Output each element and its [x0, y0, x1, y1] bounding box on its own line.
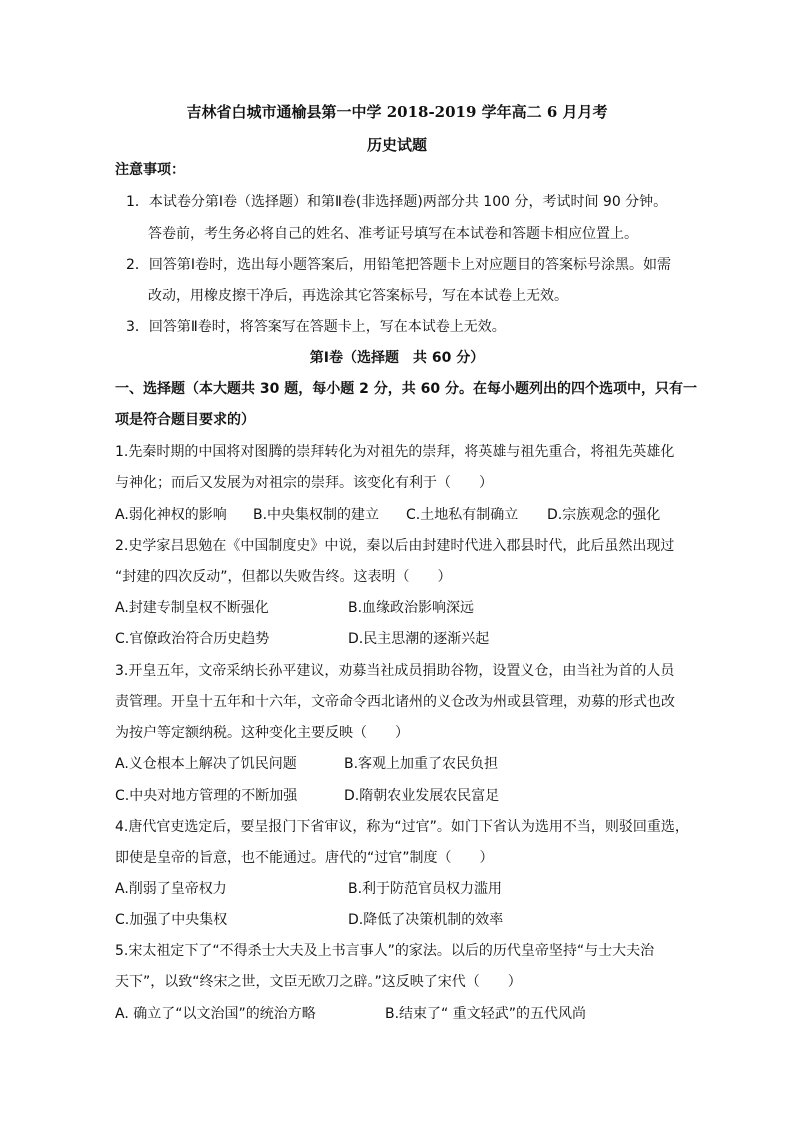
question-line: 5.宋太祖定下了“不得杀士大夫及上书言事人”的家法。以后的历代皇帝坚持“与士大夫治	[115, 943, 655, 959]
notice-item: 答卷前，考生务必将自己的姓名、准考证号填写在本试卷和答题卡相应位置上。	[148, 226, 638, 242]
option-b: B.利于防范官员权力滥用	[348, 881, 503, 897]
question-line: 天下”，以致“终宋之世，文臣无欧刀之辟。”这反映了宋代（ ）	[115, 974, 522, 990]
option-a: A.削弱了皇帝权力	[115, 881, 227, 897]
notice-item: 1．本试卷分第Ⅰ卷（选择题）和第Ⅱ卷(非选择题)两部分共 100 分，考试时间 90 分钟。	[126, 194, 668, 210]
option-a: A.封建专制皇权不断强化	[115, 600, 269, 616]
exam-title: 吉林省白城市通榆县第一中学 2018-2019 学年高二 6 月月考	[186, 103, 608, 121]
option-c: C.官僚政治符合历史趋势	[115, 631, 270, 647]
option-d: D.民主思潮的逐渐兴起	[348, 631, 490, 647]
notice-item: 改动，用橡皮擦干净后，再选涂其它答案标号，写在本试卷上无效。	[148, 288, 568, 304]
section-instruction: 项是符合题目要求的）	[115, 412, 255, 428]
option-c: C.中央对地方管理的不断加强	[115, 788, 298, 804]
option-b: B.客观上加重了农民负担	[344, 756, 499, 772]
option-b: B.中央集权制的建立	[253, 507, 380, 523]
question-line: 责管理。开皇十五年和十六年，文帝命令西北诸州的义仓改为州或县管理，劝募的形式也改	[115, 694, 675, 710]
question-line: 即使是皇帝的旨意，也不能通过。唐代的“过官”制度（ ）	[115, 850, 494, 866]
option-a: A.弱化神权的影响	[115, 507, 227, 523]
question-line: 4.唐代官吏选定后，要呈报门下省审议，称为“过官”。如门下省认为选用不当，则驳回重选，	[115, 819, 689, 835]
question-line: 与神化；而后又发展为对祖宗的崇拜。该变化有利于（ ）	[115, 475, 493, 491]
question-line: “封建的四次反动”，但都以失败告终。这表明（ ）	[115, 569, 452, 585]
exam-subtitle: 历史试题	[366, 136, 427, 154]
option-b: B.结束了“ 重文轻武”的五代风尚	[385, 1006, 587, 1022]
section-instruction: 一、选择题（本大题共 30 题，每小题 2 分，共 60 分。在每小题列出的四个选项中，只有一	[115, 381, 697, 397]
notice-heading: 注意事项：	[115, 162, 185, 178]
notice-item: 2．回答第Ⅰ卷时，选出每小题答案后，用铅笔把答题卡上对应题目的答案标号涂黑。如需	[126, 257, 672, 273]
notice-item: 3．回答第Ⅱ卷时，将答案写在答题卡上，写在本试卷上无效。	[126, 319, 506, 335]
option-d: D.宗族观念的强化	[547, 507, 661, 523]
question-line: 3.开皇五年，文帝采纳长孙平建议，劝募当社成员捐助谷物，设置义仓，由当社为首的人员	[115, 663, 675, 679]
question-line: 2.史学家吕思勉在《中国制度史》中说，秦以后由封建时代进入郡县时代，此后虽然出现过	[115, 538, 675, 554]
option-c: C.土地私有制确立	[406, 507, 519, 523]
option-a: A.义仓根本上解决了饥民问题	[115, 756, 297, 772]
option-d: D.降低了决策机制的效率	[348, 912, 504, 928]
option-d: D.隋朝农业发展农民富足	[344, 788, 500, 804]
question-line: 1.先秦时期的中国将对图腾的崇拜转化为对祖先的崇拜，将英雄与祖先重合，将祖先英雄化	[115, 444, 675, 460]
option-a: A. 确立了“以文治国”的统治方略	[115, 1006, 316, 1022]
section-title: 第Ⅰ卷（选择题 共 60 分）	[309, 350, 485, 366]
option-b: B.血缘政治影响深远	[348, 600, 475, 616]
question-line: 为按户等定额纳税。这种变化主要反映（ ）	[115, 725, 409, 741]
option-c: C.加强了中央集权	[115, 912, 228, 928]
